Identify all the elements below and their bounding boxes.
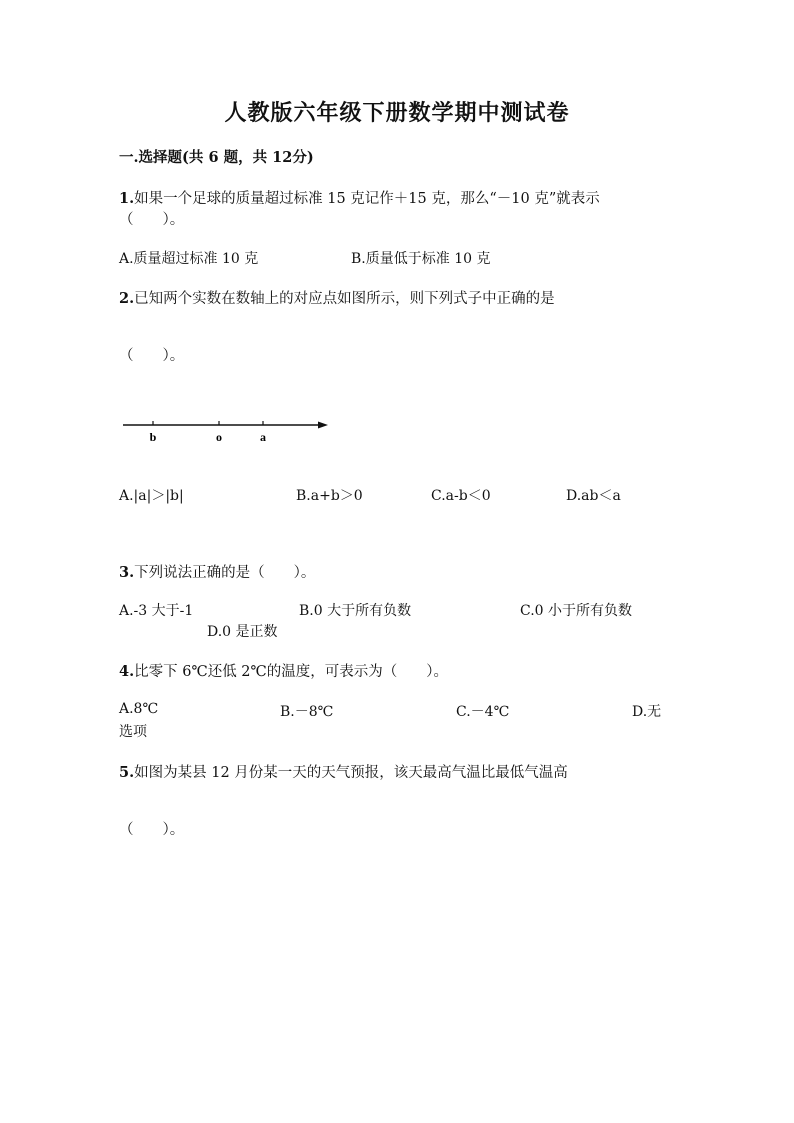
question-1-blank: （ ）。	[119, 212, 185, 228]
question-text: 如果一个足球的质量超过标准 15 克记作＋15 克，那么“－10 克”就表示	[134, 191, 600, 207]
question-5	[119, 761, 568, 782]
q4-option-d-wrap: 选项	[119, 724, 147, 740]
arrow-right-icon	[318, 422, 328, 429]
page-title: 人教版六年级下册数学期中测试卷	[224, 100, 570, 126]
q4-option-b[interactable]: B.－8℃	[280, 704, 334, 720]
q3-option-b[interactable]: B.0 大于所有负数	[299, 603, 412, 619]
q3-option-d[interactable]: D.0 是正数	[207, 624, 278, 640]
question-1	[119, 187, 600, 208]
q2-option-d[interactable]: D.ab＜a	[566, 488, 621, 504]
question-3	[119, 561, 315, 582]
q2-option-c[interactable]: C.a-b＜0	[431, 488, 491, 504]
number-line-figure	[118, 412, 333, 446]
q2-option-b[interactable]: B.a+b＞0	[296, 488, 363, 504]
question-text: 已知两个实数在数轴上的对应点如图所示，则下列式子中正确的是	[134, 291, 555, 307]
q2-option-a[interactable]: A.|a|＞|b|	[119, 488, 184, 504]
question-number: 2.	[119, 290, 135, 307]
question-text: 比零下 6℃还低 2℃的温度，可表示为（ ）。	[134, 664, 448, 680]
q4-option-c[interactable]: C.－4℃	[456, 704, 510, 720]
q1-option-b[interactable]: B.质量低于标准 10 克	[351, 251, 491, 267]
section-heading: 一.选择题(共 6 题，共 12分)	[119, 149, 314, 166]
question-number: 3.	[119, 564, 135, 581]
question-number: 4.	[119, 663, 135, 680]
axis-label-a: a	[260, 430, 266, 444]
q4-option-a[interactable]: A.8℃	[119, 701, 159, 717]
question-2	[119, 287, 555, 308]
question-2-blank: （ ）。	[119, 348, 185, 364]
question-text: 如图为某县 12 月份某一天的天气预报，该天最高气温比最低气温高	[134, 765, 568, 781]
q4-option-d[interactable]: D.无	[632, 704, 662, 720]
axis-label-o: o	[216, 430, 222, 444]
question-5-blank: （ ）。	[119, 822, 185, 838]
axis-label-b: b	[149, 430, 157, 444]
q3-option-c[interactable]: C.0 小于所有负数	[520, 603, 633, 619]
q1-option-a[interactable]: A.质量超过标准 10 克	[119, 251, 259, 267]
question-number: 5.	[119, 764, 135, 781]
question-4	[119, 660, 448, 681]
question-number: 1.	[119, 190, 135, 207]
q3-option-a[interactable]: A.-3 大于-1	[119, 603, 194, 619]
question-text: 下列说法正确的是（ ）。	[134, 565, 316, 581]
